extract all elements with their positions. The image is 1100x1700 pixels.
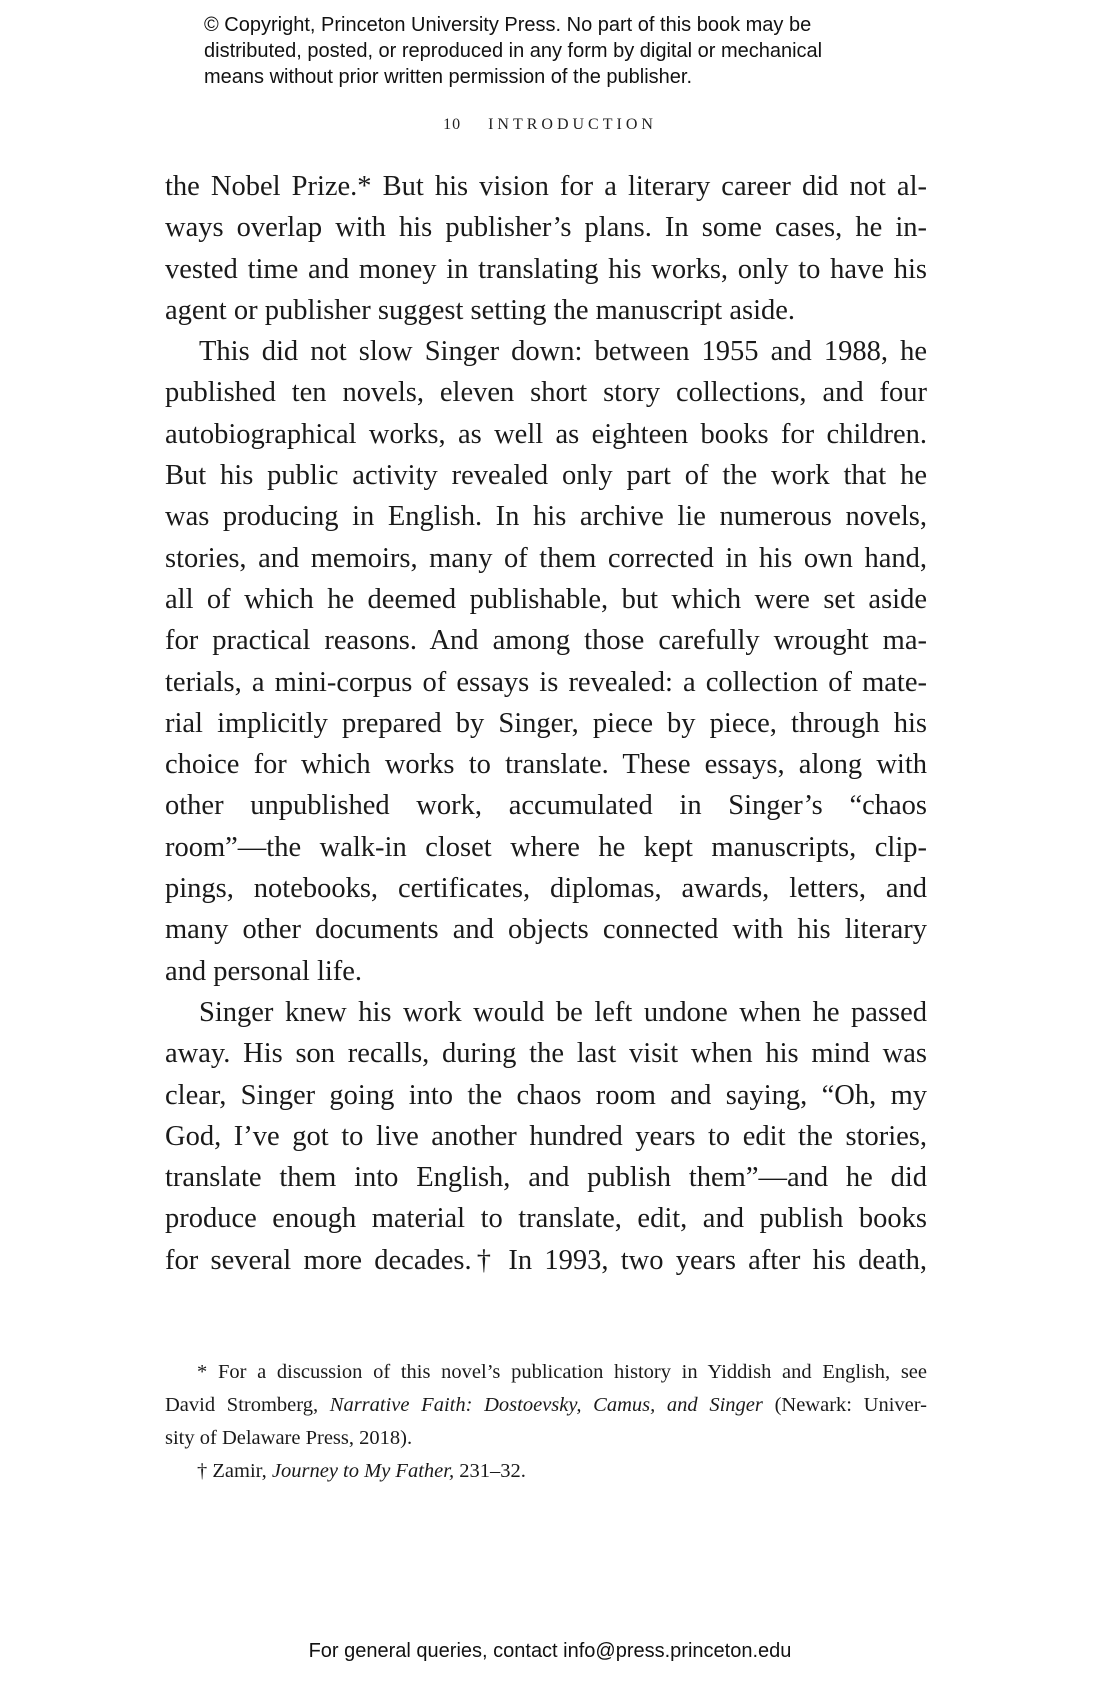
footnote-book-title: Journey to My Father,: [271, 1460, 455, 1482]
body-line: clear, Singer going into the chaos room and saying, “Oh, my: [165, 1079, 927, 1111]
contact-footer: For general queries, contact info@press.princeton.edu: [308, 1640, 792, 1662]
body-line: for practical reasons. And among those carefully wrought ma-: [165, 625, 927, 657]
body-line: the Nobel Prize.* But his vision for a literary career did not al-: [165, 171, 927, 202]
body-line: all of which he deemed publishable, but which were set aside: [165, 583, 927, 615]
body-line: vested time and money in translating his works, only to have his: [165, 253, 927, 285]
body-text: [165, 166, 927, 1281]
footnote-text: † Zamir,: [197, 1460, 272, 1482]
body-line: published ten novels, eleven short story collections, and four: [165, 377, 927, 409]
copyright-line-1: © Copyright, Princeton University Press. No part of this book may be: [204, 14, 812, 36]
body-line: But his public activity revealed only part of the work that he: [165, 460, 927, 492]
footnote-text: David Stromberg,: [165, 1394, 330, 1416]
body-line: stories, and memoirs, many of them corrected in his own hand,: [165, 542, 927, 574]
body-line: and personal life.: [165, 955, 363, 987]
copyright-line-3: means without prior written permission of the publisher.: [204, 66, 693, 88]
footnote-1-line-2: [165, 1389, 927, 1422]
page-number: 10: [443, 116, 462, 133]
body-line: agent or publisher suggest setting the manuscript aside.: [165, 294, 796, 326]
body-line: translate them into English, and publish them”—and he did: [165, 1162, 927, 1194]
body-line: produce enough material to translate, edit, and publish books: [165, 1203, 927, 1235]
body-line: other unpublished work, accumulated in Singer’s “chaos: [165, 790, 927, 822]
footnote-2: [165, 1455, 927, 1488]
copyright-line-2: distributed, posted, or reproduced in any form by digital or mechanical: [204, 40, 823, 62]
footnote-text: 231–32.: [454, 1460, 526, 1482]
body-line: choice for which works to translate. These essays, along with: [165, 749, 927, 781]
footnote-1-line-3: sity of Delaware Press, 2018).: [165, 1427, 413, 1449]
body-line: rial implicitly prepared by Singer, piece by piece, through his: [165, 707, 927, 739]
footnote-book-title: Narrative Faith: Dostoevsky, Camus, and Singer: [329, 1394, 763, 1416]
body-line: for several more decades.† In 1993, two years after his death,: [165, 1244, 927, 1276]
section-title: INTRODUCTION: [488, 116, 657, 133]
running-head: [0, 116, 1100, 134]
body-line: away. His son recalls, during the last visit when his mind was: [165, 1038, 927, 1070]
body-line: This did not slow Singer down: between 1955 and 1988, he: [199, 336, 927, 368]
copyright-notice: [204, 12, 924, 90]
body-line: Singer knew his work would be left undone when he passed: [199, 996, 927, 1028]
body-line: room”—the walk-in closet where he kept manuscripts, clip-: [165, 831, 927, 863]
body-line: autobiographical works, as well as eighteen books for children.: [165, 418, 927, 450]
body-line: many other documents and objects connected with his literary: [165, 914, 927, 946]
body-line: God, I’ve got to live another hundred years to edit the stories,: [165, 1120, 927, 1152]
footnotes: [165, 1356, 927, 1488]
footnote-1-line-1: * For a discussion of this novel’s publication history in Yiddish and English, see: [197, 1361, 927, 1383]
body-line: pings, notebooks, certificates, diplomas, awards, letters, and: [165, 873, 927, 905]
footnote-text: (Newark: Univer-: [762, 1394, 927, 1416]
body-line: ways overlap with his publisher’s plans. In some cases, he in-: [165, 212, 927, 244]
body-line: was producing in English. In his archive lie numerous novels,: [165, 501, 927, 533]
body-line: terials, a mini-corpus of essays is revealed: a collection of mate-: [165, 666, 927, 698]
